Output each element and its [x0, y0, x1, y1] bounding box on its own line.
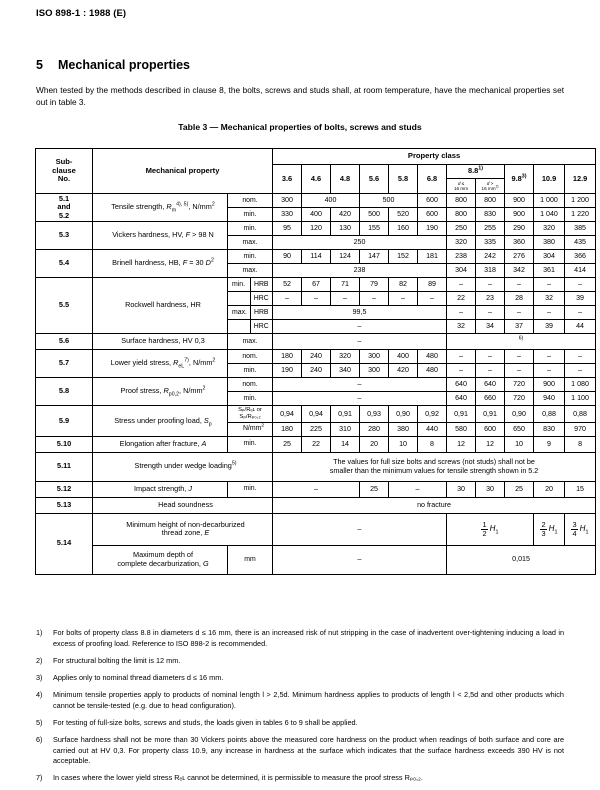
cell-value: 225: [302, 422, 331, 436]
row-property-lower-yield-stress: Lower yield stress, $R_{eL}^{7)}$, $N/mm^2$: [93, 350, 228, 378]
cell-value-span: no fracture: [273, 497, 596, 513]
table-row: [36, 250, 596, 264]
cell-value: 114: [302, 250, 331, 264]
cell-value: 0,88: [534, 406, 565, 423]
header-property-class: Property class: [273, 149, 596, 165]
cell-value: –: [476, 306, 505, 320]
cell-value: 242: [476, 250, 505, 264]
header-class-3-6: 3.6: [273, 165, 302, 194]
footnote-text: For structural bolting the limit is 12 mm.: [53, 655, 181, 665]
document-header: ISO 898-1 : 1988 (E): [36, 8, 127, 19]
cell-value: 342: [505, 264, 534, 278]
footnote-marker: 7): [36, 773, 43, 783]
cell-value: –: [447, 278, 476, 292]
table-header-row-1: [36, 149, 596, 165]
cell-value: 10: [505, 436, 534, 452]
cell-value: 30: [476, 481, 505, 497]
cell-value: 0,90: [389, 406, 418, 423]
cell-value: 500: [360, 194, 418, 208]
cell-value: 940: [534, 392, 565, 406]
cell-value: –: [565, 364, 596, 378]
mechanical-properties-table: [35, 148, 596, 575]
qualifier-ratio: Sₚ/Rₑʟ or Sₚ/Rₚ₀,₂: [228, 406, 273, 423]
cell-value-span: –: [273, 378, 447, 392]
table-row: [36, 334, 596, 350]
cell-value: 720: [505, 378, 534, 392]
table-row: [36, 436, 596, 452]
row-subclause-5-13: 5.13: [36, 497, 93, 513]
footnote-item: [36, 718, 564, 729]
cell-value: –: [534, 306, 565, 320]
cell-value: 30: [447, 481, 476, 497]
header-class-6-8: 6.8: [418, 165, 447, 194]
cell-value: 8: [418, 436, 447, 452]
footnote-text: Surface hardness shall not be more than 30 Vickers points above the measured core hardness on the product when readings of both surface and core are carried out at HV 0,3. For property class 10.9, any increase in hardness at the surface which indicates that the surface hardness exceeds 390 HV is not acceptable.: [53, 734, 564, 766]
cell-value: 360: [505, 236, 534, 250]
cell-fraction-two-thirds-h1: $\frac{2}{3}$ $H_1$: [534, 513, 565, 545]
cell-value: 380: [534, 236, 565, 250]
row-property-vickers-hardness: Vickers hardness, HV, F > 98 N: [93, 222, 228, 250]
cell-value: 1 000: [534, 194, 565, 208]
qualifier-max: max.: [228, 236, 273, 250]
qualifier-unit: $N/mm^2$: [228, 422, 273, 436]
cell-value: –: [273, 292, 302, 306]
footnote-item: [36, 656, 564, 667]
cell-value-span: –: [389, 481, 447, 497]
cell-value: 67: [302, 278, 331, 292]
row-property-strength-under-wedge-loading: Strength under wedge loading$^{5)}$: [93, 452, 273, 481]
cell-value: 0,91: [447, 406, 476, 423]
cell-value: –: [565, 350, 596, 364]
cell-value: 22: [302, 436, 331, 452]
footnote-text: Minimum tensile properties apply to products of nominal length l > 2,5d. Minimum hardness applies to products of length l < 2,5d and other products which cannot be tensile-tested (e.g. due to head configuration).: [53, 689, 564, 710]
cell-value: 480: [418, 364, 447, 378]
cell-value: 318: [476, 264, 505, 278]
cell-value: 420: [389, 364, 418, 378]
cell-value-span: 0,015: [447, 545, 596, 574]
cell-value: 120: [302, 222, 331, 236]
cell-value: 44: [565, 320, 596, 334]
header-subclause: Sub- clause No.: [36, 149, 93, 194]
qualifier-scale-cell: [228, 320, 273, 334]
qualifier-nom: nom.: [228, 350, 273, 364]
cell-value: 1 080: [565, 378, 596, 392]
row-subclause-5-7: 5.7: [36, 350, 93, 378]
scale-hrc: HRC: [250, 320, 272, 333]
qualifier-nom: nom.: [228, 378, 273, 392]
cell-value: –: [360, 292, 389, 306]
cell-value: 12: [447, 436, 476, 452]
footnote-text: Applies only to nominal thread diameters d ≤ 16 mm.: [53, 672, 224, 682]
cell-value-span-note: 6): [447, 334, 596, 350]
footnote-item: [36, 735, 564, 768]
qualifier-min: min.: [228, 250, 273, 264]
cell-value: 71: [331, 278, 360, 292]
scale-hrb: HRB: [250, 306, 272, 319]
header-mechanical-property: Mechanical property: [93, 149, 273, 194]
cell-value: 640: [447, 392, 476, 406]
cell-value: 0,91: [476, 406, 505, 423]
cell-value: 89: [418, 278, 447, 292]
cell-value: 95: [273, 222, 302, 236]
cell-value: 830: [476, 208, 505, 222]
cell-value: 304: [534, 250, 565, 264]
qualifier-nom: nom.: [228, 194, 273, 208]
header-class-8-8-dia-gt16: d > 16 $mm^{2)}$: [476, 179, 505, 194]
row-property-brinell-hardness: Brinell hardness, HB, F = 30 $D^2$: [93, 250, 228, 278]
footnote-marker: 6): [36, 734, 43, 744]
cell-value: 400: [302, 194, 360, 208]
cell-value-span: –: [273, 334, 447, 350]
cell-value: 660: [476, 392, 505, 406]
row-property-elongation-after-fracture: Elongation after fracture, A: [93, 436, 228, 452]
cell-value: –: [565, 306, 596, 320]
row-property-min-height-non-decarburized: Minimum height of non-decarburized thread zone, E: [93, 513, 273, 545]
cell-value: 147: [360, 250, 389, 264]
cell-value: 330: [273, 208, 302, 222]
cell-value: 640: [476, 378, 505, 392]
cell-value: 180: [273, 422, 302, 436]
cell-value: 238: [447, 250, 476, 264]
cell-value-span: –: [273, 320, 447, 334]
cell-value: 420: [331, 208, 360, 222]
cell-value: –: [505, 306, 534, 320]
qualifier-scale-cell: [228, 306, 273, 320]
row-property-max-depth-decarburization: Maximum depth of complete decarburization, G: [93, 545, 228, 574]
cell-value: 970: [565, 422, 596, 436]
cell-value: 0,90: [505, 406, 534, 423]
qualifier-scale-cell: [228, 278, 273, 292]
cell-value: 0,94: [273, 406, 302, 423]
cell-value: 320: [534, 222, 565, 236]
row-property-impact-strength: Impact strength, J: [93, 481, 228, 497]
cell-value: 15: [565, 481, 596, 497]
header-class-9-8: 9.8$^{3)}$: [505, 165, 534, 194]
cell-value: 25: [273, 436, 302, 452]
cell-value: 250: [447, 222, 476, 236]
cell-value: 23: [476, 292, 505, 306]
cell-value: –: [447, 350, 476, 364]
cell-value: 280: [360, 422, 389, 436]
cell-value: 90: [273, 250, 302, 264]
table-row: [36, 278, 596, 292]
cell-value: 600: [476, 422, 505, 436]
cell-value: 380: [389, 422, 418, 436]
cell-value: 400: [302, 208, 331, 222]
cell-value: 900: [534, 378, 565, 392]
footnote-item: [36, 628, 564, 650]
qualifier-unit-mm: mm: [228, 545, 273, 574]
row-property-tensile-strength: Tensile strength, $R_m^{4), 5)}$, $N/mm^2$: [93, 194, 228, 222]
cell-value: 240: [302, 350, 331, 364]
cell-value: 480: [418, 350, 447, 364]
cell-value-span: –: [273, 545, 447, 574]
table-row: [36, 545, 596, 574]
scale-hrb: HRB: [250, 278, 272, 291]
cell-value: 82: [389, 278, 418, 292]
cell-value: 32: [534, 292, 565, 306]
qualifier-min: min.: [228, 481, 273, 497]
qualifier-max: max.: [232, 308, 247, 316]
footnote-marker: 1): [36, 628, 43, 637]
cell-value: 180: [273, 350, 302, 364]
row-subclause-5-8: 5.8: [36, 378, 93, 406]
cell-value: 300: [273, 194, 302, 208]
table-row: [36, 194, 596, 208]
cell-value: 340: [331, 364, 360, 378]
cell-value: –: [476, 278, 505, 292]
cell-value: 361: [534, 264, 565, 278]
cell-value: 0,91: [331, 406, 360, 423]
clause-title-text: Mechanical properties: [58, 58, 190, 72]
cell-value: 276: [505, 250, 534, 264]
cell-value: 25: [505, 481, 534, 497]
header-class-4-6: 4.6: [302, 165, 331, 194]
row-subclause-5-10: 5.10: [36, 436, 93, 452]
cell-value: –: [565, 278, 596, 292]
table-row: [36, 406, 596, 423]
table-row: [36, 222, 596, 236]
cell-value: 39: [565, 292, 596, 306]
row-subclause-5-6: 5.6: [36, 334, 93, 350]
cell-value: 320: [447, 236, 476, 250]
footnotes-list: [36, 628, 564, 790]
cell-value: 335: [476, 236, 505, 250]
cell-value: 240: [302, 364, 331, 378]
header-class-8-8-dia-le16: d ≤ 16 mm: [447, 179, 476, 194]
qualifier-max: max.: [228, 264, 273, 278]
cell-value: 600: [418, 208, 447, 222]
cell-value: 580: [447, 422, 476, 436]
cell-value: 304: [447, 264, 476, 278]
header-class-5-8: 5.8: [389, 165, 418, 194]
table-row: [36, 513, 596, 545]
cell-value: 0,93: [360, 406, 389, 423]
row-subclause-5-3: 5.3: [36, 222, 93, 250]
qualifier-min: min.: [228, 392, 273, 406]
cell-value: 300: [360, 364, 389, 378]
cell-value: –: [447, 306, 476, 320]
cell-value-span: –: [273, 392, 447, 406]
row-property-stress-under-proofing-load: Stress under proofing load, $S_p$: [93, 406, 228, 437]
cell-value: 190: [418, 222, 447, 236]
cell-value: 37: [505, 320, 534, 334]
footnote-item: [36, 773, 564, 784]
cell-value: 10: [389, 436, 418, 452]
footnote-item: [36, 673, 564, 684]
cell-value-span: 99,5: [273, 306, 447, 320]
cell-value: –: [505, 278, 534, 292]
cell-value: –: [505, 350, 534, 364]
intro-paragraph: When tested by the methods described in clause 8, the bolts, screws and studs shall, at room temperature, have the mechanical properties set out in table 3.: [36, 85, 564, 108]
cell-value: 160: [389, 222, 418, 236]
cell-value: 310: [331, 422, 360, 436]
cell-value: 255: [476, 222, 505, 236]
footnote-text: In cases where the lower yield stress Rₑʟ cannot be determined, it is permissible to measure the proof stress Rₚ₀,₂.: [53, 773, 423, 783]
table-row: [36, 378, 596, 392]
cell-value: –: [418, 292, 447, 306]
cell-value: –: [389, 292, 418, 306]
table-caption: Table 3 — Mechanical properties of bolts, screws and studs: [178, 122, 422, 132]
row-subclause-5-9: 5.9: [36, 406, 93, 437]
cell-value: 130: [331, 222, 360, 236]
cell-value: 32: [447, 320, 476, 334]
cell-value: 0,88: [565, 406, 596, 423]
cell-value: –: [534, 350, 565, 364]
cell-value: 28: [505, 292, 534, 306]
cell-value: 14: [331, 436, 360, 452]
cell-value: 650: [505, 422, 534, 436]
row-property-proof-stress: Proof stress, $R_{p0,2}$, $N/mm^2$: [93, 378, 228, 406]
table-row: [36, 350, 596, 364]
qualifier-min: min.: [232, 280, 246, 288]
cell-value: 366: [565, 250, 596, 264]
footnote-marker: 5): [36, 717, 43, 727]
cell-value: 1 040: [534, 208, 565, 222]
scale-hrc: HRC: [250, 292, 272, 305]
cell-value: 20: [534, 481, 565, 497]
cell-value: 155: [360, 222, 389, 236]
cell-value: –: [534, 364, 565, 378]
clause-heading: [36, 58, 190, 72]
cell-value: 1 100: [565, 392, 596, 406]
cell-value-span: –: [273, 481, 360, 497]
qualifier-min: min.: [228, 364, 273, 378]
cell-value: 0,94: [302, 406, 331, 423]
cell-value: –: [505, 364, 534, 378]
cell-value: –: [331, 292, 360, 306]
row-property-rockwell-hardness: Rockwell hardness, HR: [93, 278, 228, 334]
header-class-8-8: 8.8$^{1)}$: [447, 165, 505, 179]
cell-value: 830: [534, 422, 565, 436]
cell-value: 1 220: [565, 208, 596, 222]
cell-text-span: The values for full size bolts and screws (not studs) shall not be smaller than the minimum values for tensile strength shown in 5.2: [273, 452, 596, 481]
cell-value: 900: [505, 194, 534, 208]
table-row: [36, 481, 596, 497]
cell-value: 52: [273, 278, 302, 292]
cell-value: 34: [476, 320, 505, 334]
row-subclause-5-14: 5.14: [36, 513, 93, 574]
footnote-marker: 3): [36, 672, 43, 682]
cell-value: 400: [389, 350, 418, 364]
qualifier-min: min.: [228, 222, 273, 236]
cell-value: 290: [505, 222, 534, 236]
cell-value-span: 238: [273, 264, 447, 278]
cell-value: 181: [418, 250, 447, 264]
cell-value: 124: [331, 250, 360, 264]
qualifier-max: max.: [228, 334, 273, 350]
cell-value: –: [476, 364, 505, 378]
header-class-10-9: 10.9: [534, 165, 565, 194]
qualifier-scale-cell: [228, 292, 273, 306]
header-class-5-6: 5.6: [360, 165, 389, 194]
cell-value: 385: [565, 222, 596, 236]
footnote-text: For bolts of property class 8.8 in diameters d ≤ 16 mm, there is an increased risk of nut stripping in the case of inadvertent over-tightening inducing a load in excess of proofing load. Reference to ISO 898-2 is recommended.: [53, 628, 564, 648]
row-subclause-5-11: 5.11: [36, 452, 93, 481]
cell-value: 800: [476, 194, 505, 208]
header-class-12-9: 12.9: [565, 165, 596, 194]
cell-value: 8: [565, 436, 596, 452]
cell-value: –: [302, 292, 331, 306]
cell-value: 190: [273, 364, 302, 378]
row-subclause-5-4: 5.4: [36, 250, 93, 278]
cell-value: 440: [418, 422, 447, 436]
table-row: [36, 452, 596, 481]
header-class-4-8: 4.8: [331, 165, 360, 194]
cell-value: 520: [389, 208, 418, 222]
cell-value: 1 200: [565, 194, 596, 208]
row-subclause-5-12: 5.12: [36, 481, 93, 497]
cell-value: 900: [505, 208, 534, 222]
cell-value: 600: [418, 194, 447, 208]
cell-value: 39: [534, 320, 565, 334]
cell-value: 20: [360, 436, 389, 452]
cell-value-span: –: [273, 513, 447, 545]
cell-value: 720: [505, 392, 534, 406]
cell-value: 25: [360, 481, 389, 497]
footnote-item: [36, 690, 564, 712]
row-property-surface-hardness: Surface hardness, HV 0,3: [93, 334, 228, 350]
footnote-marker: 4): [36, 689, 43, 699]
cell-value: 152: [389, 250, 418, 264]
cell-value: –: [534, 278, 565, 292]
cell-value: 800: [447, 208, 476, 222]
cell-value: 640: [447, 378, 476, 392]
cell-value: 300: [360, 350, 389, 364]
cell-fraction-three-quarters-h1: $\frac{3}{4}$ $H_1$: [565, 513, 596, 545]
row-subclause-5-1-5-2: 5.1 and 5.2: [36, 194, 93, 222]
qualifier-min: min.: [228, 208, 273, 222]
cell-value: 22: [447, 292, 476, 306]
cell-value: 500: [360, 208, 389, 222]
cell-value-span: 250: [273, 236, 447, 250]
footnote-marker: 2): [36, 655, 43, 665]
cell-value: 79: [360, 278, 389, 292]
cell-value: 9: [534, 436, 565, 452]
table-row: [36, 497, 596, 513]
row-subclause-5-5: 5.5: [36, 278, 93, 334]
row-property-head-soundness: Head soundness: [93, 497, 273, 513]
cell-value: –: [447, 364, 476, 378]
cell-value: –: [476, 350, 505, 364]
cell-value: 0,92: [418, 406, 447, 423]
cell-value: 414: [565, 264, 596, 278]
qualifier-min: min.: [228, 436, 273, 452]
cell-value: 435: [565, 236, 596, 250]
cell-value: 800: [447, 194, 476, 208]
footnote-text: For testing of full-size bolts, screws and studs, the loads given in tables 6 to 9 shall be applied.: [53, 717, 358, 727]
cell-value: 320: [331, 350, 360, 364]
cell-fraction-half-h1: $\frac{1}{2}$ $H_1$: [447, 513, 534, 545]
cell-value: 12: [476, 436, 505, 452]
clause-number: 5: [36, 58, 43, 72]
